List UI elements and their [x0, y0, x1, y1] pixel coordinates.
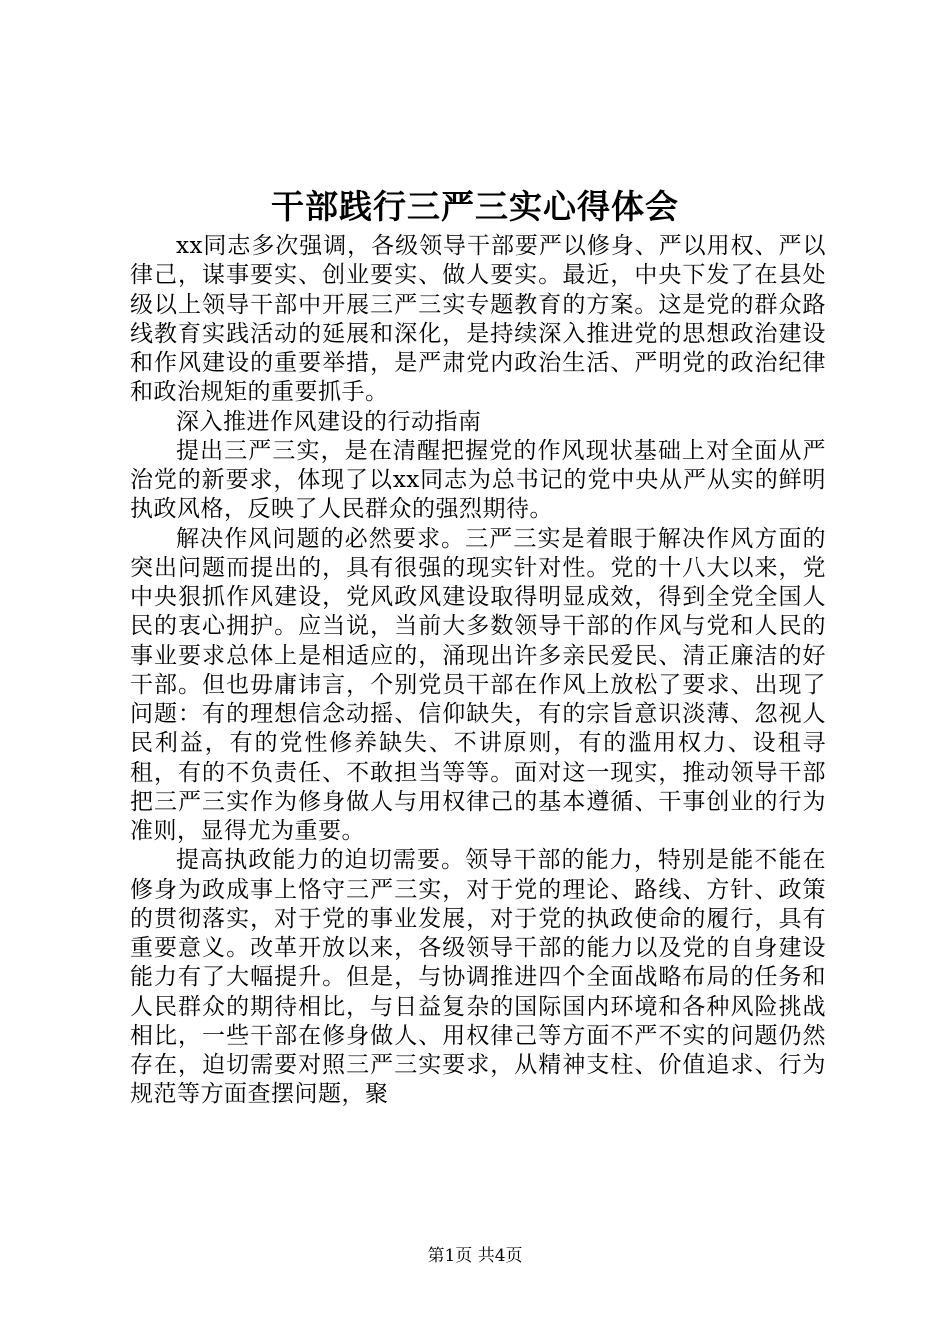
document-title: 干部践行三严三实心得体会	[271, 187, 679, 226]
paragraph: 解决作风问题的必然要求。三严三实是着眼于解决作风方面的突出问题而提出的，具有很强的现实针对性。党的十八大以来，党中央狠抓作风建设，党风政风建设取得明显成效，得到全党全国人民的衷心拥护。应当说，当前大多数领导干部的作风与党和人民的事业要求总体上是相适应的，涌现出许多亲民爱民、清正廉洁的好干部。但也毋庸讳言，个别党员干部在作风上放松了要求、出现了问题：有的理想信念动摇、信仰缺失，有的宗旨意识淡薄、忽视人民利益，有的党性修养缺失、不讲原则，有的滥用权力、设租寻租，有的不负责任、不敢担当等等。面对这一现实，推动领导干部把三严三实作为修身做人与用权律己的基本遵循、干事创业的行为准则，显得尤为重要。	[130, 525, 826, 844]
paragraph: 提出三严三实，是在清醒把握党的作风现状基础上对全面从严治党的新要求，体现了以xx同志为总书记的党中央从严从实的鲜明执政风格，反映了人民群众的强烈期待。	[130, 437, 826, 523]
page-number-footer: 第1页 共4页	[427, 1246, 523, 1266]
paragraph: 提高执政能力的迫切需要。领导干部的能力，特别是能不能在修身为政成事上恪守三严三实，对于党的理论、路线、方针、政策的贯彻落实，对于党的事业发展，对于党的执政使命的履行，具有重要意义。改革开放以来，各级领导干部的能力以及党的自身建设能力有了大幅提升。但是，与协调推进四个全面战略布局的任务和人民群众的期待相比，与日益复杂的国际国内环境和各种风险挑战相比，一些干部在修身做人、用权律己等方面不严不实的问题仍然存在，迫切需要对照三严三实要求，从精神支柱、价值追求、行为规范等方面查摆问题，聚	[130, 847, 826, 1108]
document-body	[130, 232, 826, 1110]
section-heading: 深入推进作风建设的行动指南	[176, 408, 482, 435]
paragraph: xx同志多次强调，各级领导干部要严以修身、严以用权、严以律己，谋事要实、创业要实、做人要实。最近，中央下发了在县处级以上领导干部中开展三严三实专题教育的方案。这是党的群众路线教育实践活动的延展和深化，是持续深入推进党的思想政治建设和作风建设的重要举措，是严肃党内政治生活、严明党的政治纪律和政治规矩的重要抓手。	[130, 233, 826, 406]
